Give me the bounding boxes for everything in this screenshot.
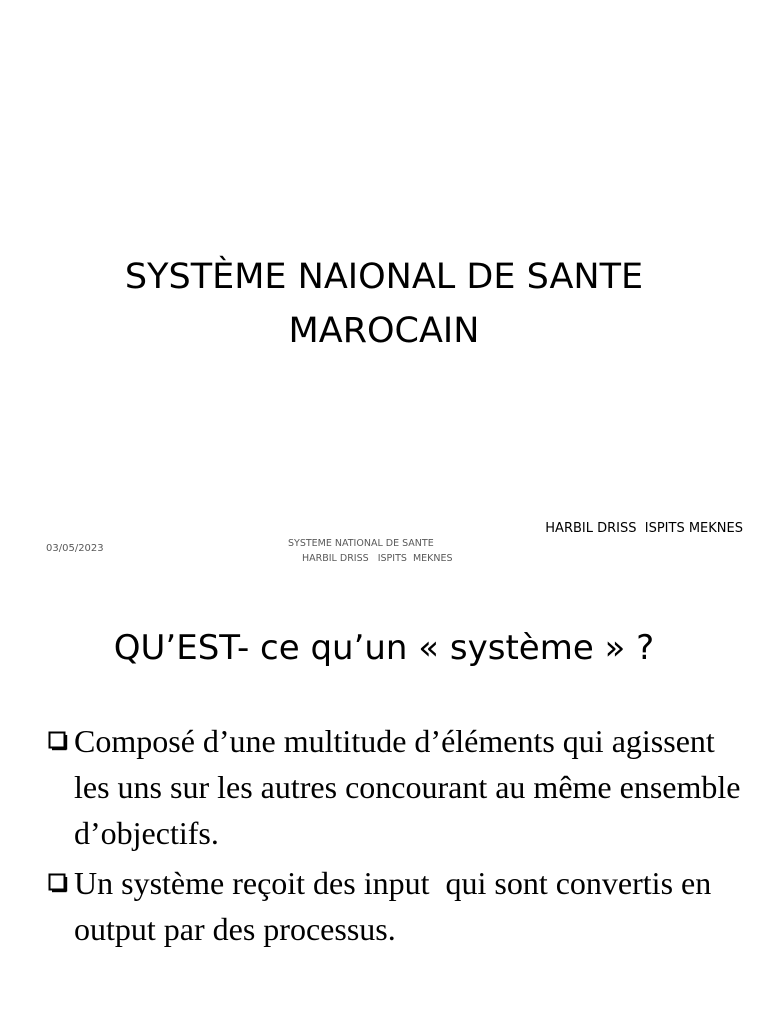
footer-line-2: HARBIL DRISS ISPITS MEKNES bbox=[302, 553, 453, 564]
content-slide-title: QU’EST- ce qu’un « système » ? bbox=[113, 628, 655, 668]
slide-title-line-2: MAROCAIN bbox=[288, 311, 480, 351]
slide-title bbox=[40, 250, 728, 358]
bullet-text: Composé d’une multitude d’éléments qui agissent les uns sur les autres concourant au même ensemble d’objectifs. bbox=[74, 723, 749, 851]
bullet-text: Un système reçoit des input qui sont convertis en output par des processus. bbox=[74, 865, 720, 947]
hollow-square-bullet-icon bbox=[48, 873, 68, 893]
slide-title-line-1: SYSTÈME NAIONAL DE SANTE bbox=[124, 257, 644, 297]
hollow-square-bullet-icon bbox=[48, 731, 68, 751]
slide-footer bbox=[270, 536, 480, 566]
bullet-list bbox=[46, 718, 749, 956]
author-credit: HARBIL DRISS ISPITS MEKNES bbox=[545, 521, 743, 536]
content-slide bbox=[0, 576, 768, 1024]
footer-line-1: SYSTEME NATIONAL DE SANTE bbox=[288, 538, 434, 549]
bullet-item bbox=[46, 718, 749, 856]
slide-date: 03/05/2023 bbox=[46, 543, 104, 554]
bullet-item bbox=[46, 860, 746, 952]
